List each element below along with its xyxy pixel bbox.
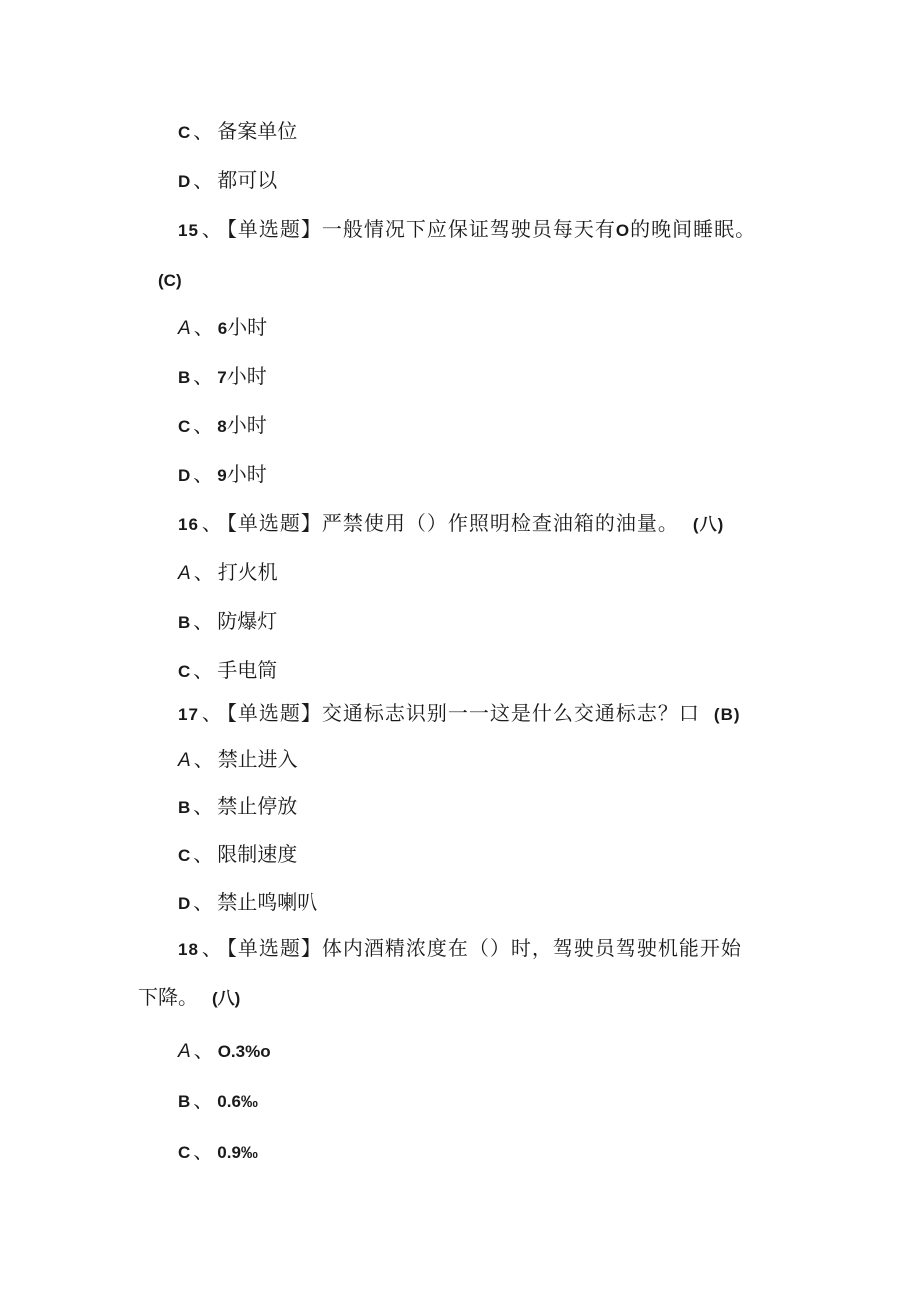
question-17 (178, 700, 741, 728)
option-value: 0.9‰ (217, 1143, 258, 1162)
option-letter: D (178, 894, 191, 913)
separator: 、 (193, 560, 214, 584)
option-letter: C (178, 123, 191, 142)
option-text: 禁止进入 (217, 747, 298, 771)
option-number: 9 (217, 466, 227, 485)
question-blank: O (615, 221, 631, 240)
separator: 、 (193, 364, 214, 388)
question-text: 严禁使用（）作照明检查油箱的油量。 (321, 511, 679, 535)
answer-mark: (八) (212, 989, 241, 1008)
option-text: 禁止鸣喇叭 (217, 890, 318, 914)
option-text: 小时 (226, 462, 267, 486)
option-item (178, 363, 267, 391)
question-type-tag: 【单选题】 (226, 511, 322, 535)
question-18 (178, 935, 742, 963)
question-text-cont: 下降。 (138, 985, 198, 1009)
option-letter: B (178, 613, 191, 632)
option-value: O.3%o (217, 1042, 271, 1061)
option-value: 0.6‰ (217, 1092, 258, 1111)
option-text: 打火机 (217, 560, 278, 584)
separator: 、 (193, 315, 214, 339)
option-text: 小时 (227, 315, 268, 339)
separator: 、 (193, 794, 214, 818)
option-item (178, 559, 278, 587)
question-number: 18 (178, 940, 199, 959)
option-item (178, 1087, 258, 1115)
question-15 (178, 216, 756, 244)
option-letter: B (178, 1092, 191, 1111)
option-item (178, 793, 297, 821)
separator: 、 (193, 747, 214, 771)
text-line (138, 984, 240, 1012)
separator: 、 (193, 1139, 214, 1163)
question-text: 一般情况下应保证驾驶员每天有 (321, 217, 616, 241)
text-line (158, 266, 182, 294)
option-letter: A (178, 750, 191, 771)
option-item (178, 314, 267, 342)
option-text: 禁止停放 (217, 794, 298, 818)
separator: 、 (201, 511, 223, 535)
option-letter: C (178, 846, 191, 865)
separator: 、 (193, 842, 214, 866)
separator: 、 (193, 168, 214, 192)
option-letter: D (178, 172, 191, 191)
option-letter: C (178, 417, 191, 436)
separator: 、 (193, 119, 214, 143)
option-text: 都可以 (217, 168, 278, 192)
option-text: 小时 (226, 364, 267, 388)
option-item (178, 118, 297, 146)
separator: 、 (201, 217, 223, 241)
option-item (178, 412, 267, 440)
question-text: 体内酒精浓度在（）时，驾驶员驾驶机能开始 (321, 936, 742, 960)
separator: 、 (201, 936, 223, 960)
option-number: 7 (217, 368, 227, 387)
option-letter: B (178, 798, 191, 817)
question-text: 交通标志识别一一这是什么交通标志？口 (321, 701, 700, 725)
option-letter: A (178, 318, 191, 339)
option-item (178, 167, 277, 195)
option-number: 6 (217, 319, 228, 338)
option-letter: C (178, 1143, 191, 1162)
option-item (178, 461, 267, 489)
question-number: 17 (178, 705, 199, 724)
question-type-tag: 【单选题】 (226, 936, 322, 960)
option-text: 手电筒 (217, 658, 278, 682)
option-text: 限制速度 (217, 842, 298, 866)
option-item (178, 1138, 258, 1166)
separator: 、 (193, 890, 214, 914)
option-letter: B (178, 368, 191, 387)
option-text: 备案单位 (217, 119, 298, 143)
option-item (178, 1037, 271, 1065)
answer-mark: (B) (713, 705, 741, 724)
option-item (178, 889, 317, 917)
answer-mark: (八) (692, 515, 725, 534)
question-16 (178, 510, 724, 538)
question-number: 16 (178, 515, 199, 534)
question-text-tail: 的晚间睡眠。 (630, 217, 757, 241)
separator: 、 (193, 413, 214, 437)
option-item (178, 608, 277, 636)
separator: 、 (193, 1038, 214, 1062)
option-letter: D (178, 466, 191, 485)
separator: 、 (193, 609, 214, 633)
question-type-tag: 【单选题】 (226, 217, 322, 241)
option-letter: C (178, 662, 191, 681)
separator: 、 (193, 462, 214, 486)
option-number: 8 (217, 417, 227, 436)
option-text: 防爆灯 (217, 609, 278, 633)
question-type-tag: 【单选题】 (226, 701, 322, 725)
question-number: 15 (178, 221, 199, 240)
option-text: 小时 (226, 413, 267, 437)
option-item (178, 746, 298, 774)
option-letter: A (178, 563, 191, 584)
separator: 、 (193, 1088, 214, 1112)
answer-mark: (C) (158, 271, 182, 290)
separator: 、 (193, 658, 214, 682)
option-item (178, 841, 297, 869)
separator: 、 (201, 701, 223, 725)
option-item (178, 657, 277, 685)
option-letter: A (178, 1041, 191, 1062)
